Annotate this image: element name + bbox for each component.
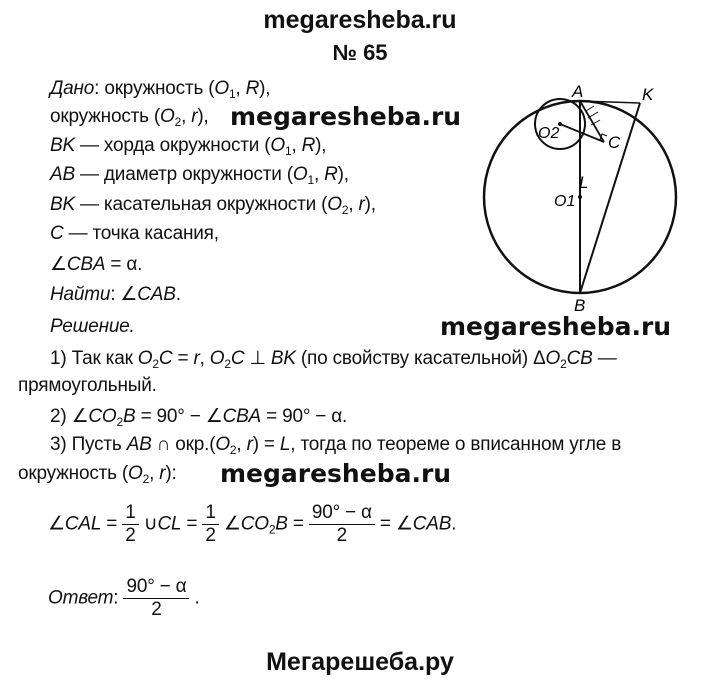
main-formula: ∠CAL = $\frac{1}{2}$ ∪CL = $\frac{1}{2}$ $\angle CO_2B$ = $\frac{90^\circ - \alpha}{2}$ = ∠CAB.: [48, 502, 457, 546]
given-label: Дано: [50, 78, 95, 99]
chord-bk: [580, 103, 640, 293]
given-line-1: Дано: окружность ($O_1$, R),: [50, 78, 271, 101]
segment-ak: [580, 101, 640, 103]
label-l: L: [579, 173, 589, 192]
segment-o2c: [560, 124, 604, 142]
step-2: 2) $\angle CO_2B = 90^\circ$ − ∠CBA = 90° − α.: [50, 406, 348, 429]
right-angle-mark: [600, 134, 607, 140]
center-o1-dot: [578, 195, 582, 199]
step-3-line-a: 3) Пусть AB ∩ $окр.(O_2$, r) = L, тогда по теореме о вписанном угле в: [50, 434, 622, 457]
problem-number: № 65: [332, 40, 388, 65]
find-label: Найти: [50, 284, 111, 305]
solution-label: Решение.: [50, 316, 135, 337]
label-k: K: [642, 85, 654, 104]
step-1-line-a: 1) Так как $O_2C = r$, $O_2C$ ⊥ BK (по свойству касательной) $\Delta O_2CB$ —: [50, 348, 617, 371]
watermark-2: megaresheba.ru: [440, 312, 672, 341]
label-c: C: [608, 133, 621, 152]
watermark-3: megaresheba.ru: [220, 459, 452, 488]
answer-fraction: $\frac{90^\circ - \alpha}{2}$: [123, 576, 189, 621]
footer-site: Мегарешеба.ру: [266, 648, 454, 676]
label-a: A: [572, 82, 584, 101]
given-line-5: BK — касательная окружности ($O_2$, r),: [50, 194, 376, 217]
label-o1: O1: [554, 193, 576, 210]
given-line-6: C — точка касания,: [50, 223, 219, 244]
given-line-3: BK — хорда окружности ($O_1$, R),: [50, 135, 327, 158]
given-line-2: окружность ($O_2$, r),: [50, 106, 209, 129]
watermark-1: megaresheba.ru: [230, 102, 462, 131]
answer-label: Ответ: [48, 587, 114, 609]
step-3-line-b: окружность ($O_2$, r):: [18, 463, 177, 486]
answer-line: Ответ: $\frac{90^\circ - \alpha}{2}$ .: [48, 576, 200, 620]
site-header: megaresheba.ru: [263, 6, 457, 34]
step-1-line-b: прямоугольный.: [18, 375, 157, 396]
given-line-7: ∠CBA = α.: [50, 254, 143, 275]
label-o2: O2: [538, 125, 560, 142]
label-b: B: [574, 296, 586, 312]
find-line: Найти: ∠CAB.: [50, 284, 181, 305]
geometry-figure: [482, 82, 678, 312]
given-line-4: AB — диаметр окружности ($O_1$, R),: [50, 164, 349, 187]
